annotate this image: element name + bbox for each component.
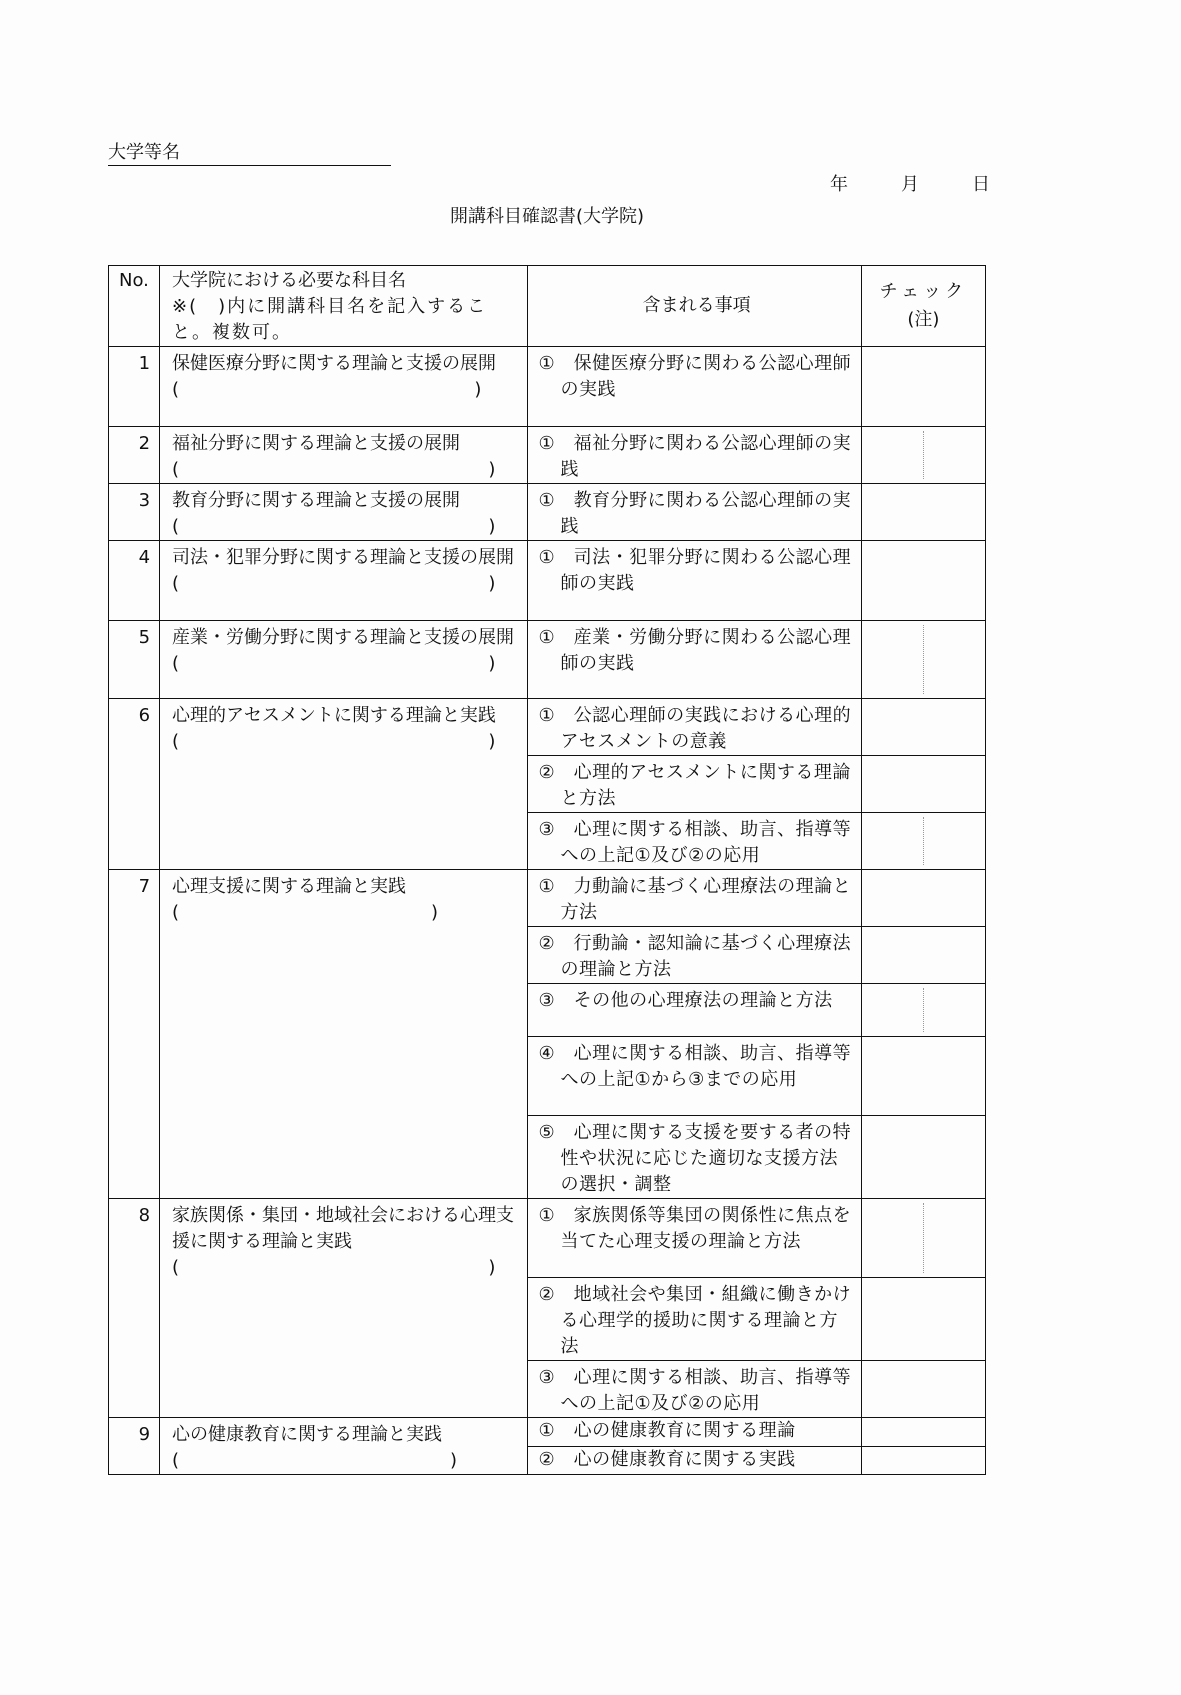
check-box[interactable] [861, 427, 985, 484]
check-box[interactable] [861, 699, 985, 756]
item-cell [528, 484, 861, 541]
course-name-input[interactable]: ( ) [172, 379, 482, 400]
header-items: 含まれる事項 [528, 266, 861, 347]
item-cell [528, 1037, 861, 1116]
item-text: ② 心の健康教育に関する実践 [538, 1448, 796, 1470]
item-text: ① 保健医療分野に関わる公認心理師の実践 [538, 353, 852, 400]
item-cell [528, 1116, 861, 1199]
check-box[interactable] [861, 1418, 985, 1447]
header-subject-note: ※( )内に開講科目名を記入すること。複数可。 [172, 296, 488, 343]
table-row [109, 484, 986, 541]
item-text: ③ 心理に関する相談、助言、指導等への上記①及び②の応用 [538, 819, 852, 866]
item-text: ① 力動論に基づく心理療法の理論と方法 [538, 876, 852, 923]
check-box[interactable] [861, 1199, 985, 1278]
header-check-label: チェック [879, 281, 968, 302]
check-box[interactable] [861, 484, 985, 541]
item-text: ① 公認心理師の実践における心理的アセスメントの意義 [538, 705, 852, 752]
row-number: 1 [109, 347, 160, 427]
course-name-input[interactable]: ( ) [172, 902, 439, 923]
check-box[interactable] [861, 1037, 985, 1116]
item-text: ① 司法・犯罪分野に関わる公認心理師の実践 [538, 547, 852, 594]
check-box[interactable] [861, 1446, 985, 1475]
course-name-input[interactable]: ( ) [172, 653, 496, 674]
subject-name: 心理的アセスメントに関する理論と実践 [172, 705, 496, 726]
subject-name: 教育分野に関する理論と支援の展開 [172, 490, 461, 511]
course-name-input[interactable]: ( ) [172, 1450, 458, 1471]
item-text: ④ 心理に関する相談、助言、指導等への上記①から③までの応用 [538, 1043, 852, 1090]
item-text: ② 地域社会や集団・組織に働きかける心理学的援助に関する理論と方法 [538, 1284, 852, 1357]
subject-name: 家族関係・集団・地域社会における心理支援に関する理論と実践 [172, 1205, 515, 1252]
row-number: 9 [109, 1418, 160, 1475]
subject-cell [160, 621, 528, 699]
table-row [109, 1199, 986, 1278]
item-cell [528, 1418, 861, 1447]
row-number: 5 [109, 621, 160, 699]
course-name-input[interactable]: ( ) [172, 1257, 496, 1278]
subject-name: 心の健康教育に関する理論と実践 [172, 1424, 443, 1445]
item-text: ① 心の健康教育に関する理論 [538, 1420, 796, 1441]
item-cell [528, 756, 861, 813]
item-cell [528, 1199, 861, 1278]
item-text: ① 産業・労働分野に関わる公認心理師の実践 [538, 627, 852, 674]
row-number: 2 [109, 427, 160, 484]
check-box[interactable] [861, 813, 985, 870]
table-row [109, 427, 986, 484]
row-number: 4 [109, 541, 160, 621]
header-check [861, 266, 985, 347]
table-row [109, 699, 986, 756]
subject-cell [160, 347, 528, 427]
course-name-input[interactable]: ( ) [172, 731, 496, 752]
item-text: ② 心理的アセスメントに関する理論と方法 [538, 762, 851, 809]
item-text: ③ 心理に関する相談、助言、指導等への上記①及び②の応用 [538, 1367, 852, 1414]
university-name-label: 大学等名 [108, 142, 180, 163]
item-cell [528, 427, 861, 484]
date-day-label: 日 [972, 174, 990, 195]
table-row [109, 541, 986, 621]
document-title: 開講科目確認書(大学院) [449, 206, 645, 227]
check-box[interactable] [861, 1116, 985, 1199]
item-text: ① 家族関係等集団の関係性に焦点を当てた心理支援の理論と方法 [538, 1205, 852, 1252]
check-box[interactable] [861, 1278, 985, 1361]
header-check-note: (注) [907, 309, 940, 330]
subject-name: 産業・労働分野に関する理論と支援の展開 [172, 627, 515, 648]
item-cell [528, 347, 861, 427]
subject-cell [160, 870, 528, 1199]
course-confirmation-table [108, 265, 986, 1475]
header-no: No. [109, 266, 160, 347]
item-text: ① 福祉分野に関わる公認心理師の実践 [538, 433, 852, 480]
subject-cell [160, 541, 528, 621]
course-name-input[interactable]: ( ) [172, 459, 496, 480]
date-month-label: 月 [901, 174, 919, 195]
check-box[interactable] [861, 984, 985, 1037]
course-name-input[interactable]: ( ) [172, 573, 496, 594]
header-subject [160, 266, 528, 347]
check-box[interactable] [861, 756, 985, 813]
check-box[interactable] [861, 870, 985, 927]
table-row [109, 870, 986, 927]
subject-cell [160, 1199, 528, 1418]
table-header-row [109, 266, 986, 347]
item-text: ① 教育分野に関わる公認心理師の実践 [538, 490, 852, 537]
subject-name: 保健医療分野に関する理論と支援の展開 [172, 353, 497, 374]
check-box[interactable] [861, 621, 985, 699]
item-cell [528, 1278, 861, 1361]
university-name-field[interactable] [108, 141, 391, 166]
course-name-input[interactable]: ( ) [172, 516, 496, 537]
item-cell [528, 1446, 861, 1475]
row-number: 7 [109, 870, 160, 1199]
subject-name: 司法・犯罪分野に関する理論と支援の展開 [172, 547, 515, 568]
row-number: 8 [109, 1199, 160, 1418]
subject-cell [160, 699, 528, 870]
item-cell [528, 870, 861, 927]
item-cell [528, 621, 861, 699]
table-row [109, 1418, 986, 1447]
check-box[interactable] [861, 1361, 985, 1418]
item-cell [528, 699, 861, 756]
item-text: ② 行動論・認知論に基づく心理療法の理論と方法 [538, 933, 852, 980]
row-number: 6 [109, 699, 160, 870]
item-cell [528, 927, 861, 984]
item-cell [528, 1361, 861, 1418]
item-cell [528, 813, 861, 870]
table-row [109, 347, 986, 427]
subject-cell [160, 484, 528, 541]
check-box[interactable] [861, 347, 985, 427]
header-subject-title: 大学院における必要な科目名 [172, 270, 407, 291]
item-cell [528, 984, 861, 1037]
table-row [109, 621, 986, 699]
row-number: 3 [109, 484, 160, 541]
item-text: ③ その他の心理療法の理論と方法 [538, 990, 833, 1011]
subject-name: 心理支援に関する理論と実践 [172, 876, 407, 897]
subject-cell [160, 427, 528, 484]
item-cell [528, 541, 861, 621]
date-line [830, 173, 990, 197]
check-box[interactable] [861, 927, 985, 984]
subject-name: 福祉分野に関する理論と支援の展開 [172, 433, 461, 454]
item-text: ⑤ 心理に関する支援を要する者の特性や状況に応じた適切な支援方法の選択・調整 [538, 1122, 852, 1195]
date-year-label: 年 [830, 174, 848, 195]
subject-cell [160, 1418, 528, 1475]
check-box[interactable] [861, 541, 985, 621]
